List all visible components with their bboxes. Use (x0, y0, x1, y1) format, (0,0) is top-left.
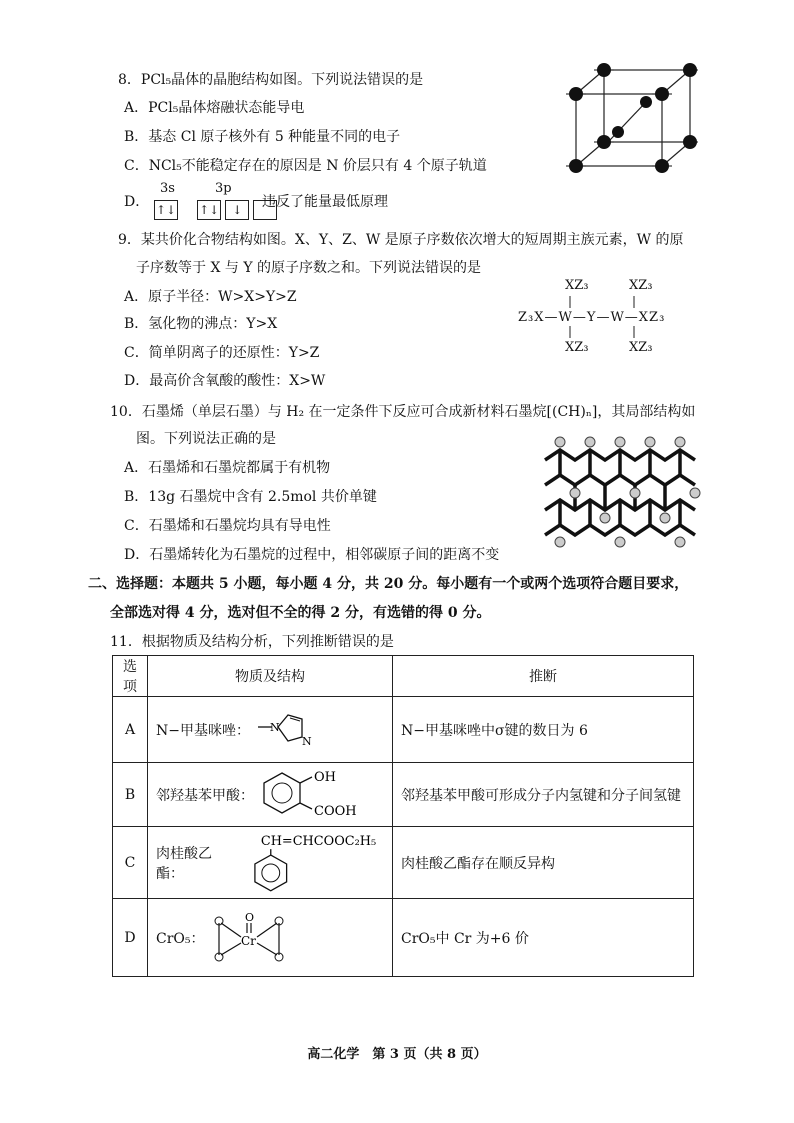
q9-struct-middle: Z₃X—W—Y—W—XZ₃ (518, 310, 666, 325)
q8-option-d-prefix: D． (124, 194, 150, 210)
orbital-box-3p-2: ↓ (225, 200, 249, 220)
row-a-option: A (113, 697, 148, 763)
row-d-name: CrO₅： (156, 930, 205, 947)
orbital-label-3p: 3p (215, 181, 232, 196)
q9-stem-line1: 9．某共价化合物结构如图。X、Y、Z、W 是原子序数依次增大的短周期主族元素，W 的原 (118, 232, 684, 248)
row-d-inference: CrO₅中 Cr 为+6 价 (393, 899, 694, 977)
row-c-substance (148, 827, 393, 899)
table-row (113, 827, 694, 899)
table-row (113, 763, 694, 827)
q10-stem-line1: 10．石墨烯（单层石墨）与 H₂ 在一定条件下反应可合成新材料石墨烷[(CH)ₙ]，其局部结构如 (110, 404, 696, 420)
row-d-label-o: O (244, 910, 254, 924)
q9-struct-bonds (560, 294, 660, 342)
q9-stem-line2: 子序数等于 X 与 Y 的原子序数之和。下列说法错误的是 (136, 260, 482, 276)
q10-option-c: C．石墨烯和石墨烷均具有导电性 (124, 518, 331, 534)
q10-option-b: B．13g 石墨烷中含有 2.5mol 共价单键 (124, 489, 377, 505)
row-b-name: 邻羟基苯甲酸： (156, 787, 254, 804)
q9-struct-top-2: XZ₃ (629, 278, 653, 293)
row-b-substance (148, 763, 393, 827)
row-d-substance (148, 899, 393, 977)
pcl5-crystal-figure (558, 62, 698, 174)
q8-option-a: A．PCl₅晶体熔融状态能导电 (124, 100, 305, 116)
orbital-label-3s: 3s (160, 181, 175, 196)
ethyl-cinnamate-structure (245, 831, 384, 895)
q11-table-header (113, 656, 694, 697)
row-a-inference: N−甲基咪唑中σ键的数日为 6 (393, 697, 694, 763)
header-inference: 推断 (393, 656, 694, 697)
q8-option-b: B．基态 Cl 原子核外有 5 种能量不同的电子 (124, 129, 401, 145)
n-methylimidazole-structure (256, 705, 316, 755)
q9-option-c: C．简单阴离子的还原性：Y>Z (124, 345, 320, 361)
q9-option-b: B．氢化物的沸点：Y>X (124, 316, 278, 332)
table-row (113, 899, 694, 977)
row-c-option: C (113, 827, 148, 899)
q9-struct-top-1: XZ₃ (565, 278, 589, 293)
row-b-option: B (113, 763, 148, 827)
q8-option-c: C．NCl₅不能稳定存在的原因是 N 价层只有 4 个原子轨道 (124, 158, 487, 174)
row-c-inference: 肉桂酸乙酯存在顺反异构 (393, 827, 694, 899)
header-substance: 物质及结构 (148, 656, 393, 697)
graphane-structure-figure (540, 430, 702, 552)
row-a-substance (148, 697, 393, 763)
q8-stem: 8．PCl₅晶体的晶胞结构如图。下列说法错误的是 (118, 72, 424, 88)
orbital-box-3s: ↑↓ (154, 200, 178, 220)
row-a-label-n1: N (269, 720, 280, 734)
q9-option-d: D．最高价含氧酸的酸性：X>W (124, 373, 326, 389)
row-a-label-n2: N (301, 734, 312, 748)
q9-struct-bottom-2: XZ₃ (629, 340, 653, 355)
page-footer: 高二化学 第 3 页（共 8 页） (307, 1047, 487, 1062)
row-b-label-cooh: COOH (314, 803, 357, 819)
row-c-name: 肉桂酸乙酯： (156, 845, 212, 882)
header-option: 选项 (113, 656, 148, 697)
q10-option-a: A．石墨烯和石墨烷都属于有机物 (124, 460, 331, 476)
section2-heading-line1: 二、选择题：本题共 5 小题，每小题 4 分，共 20 分。每小题有一个或两个选项符合题目要求， (88, 576, 689, 592)
row-c-label-chain: CH=CHCOOC₂H₅ (261, 833, 377, 849)
q10-stem-line2: 图。下列说法正确的是 (136, 431, 276, 447)
row-a-name: N−甲基咪唑： (156, 722, 250, 739)
q11-stem: 11．根据物质及结构分析，下列推断错误的是 (110, 634, 394, 650)
row-b-inference: 邻羟基苯甲酸可形成分子内氢键和分子间氢键 (393, 763, 694, 827)
row-d-label-cr: Cr (240, 933, 256, 948)
q10-option-d: D．石墨烯转化为石墨烷的过程中，相邻碳原子间的距离不变 (124, 547, 500, 563)
salicylic-acid-structure (260, 767, 370, 823)
orbital-box-3p-1: ↑↓ (197, 200, 221, 220)
row-b-label-oh: OH (314, 769, 336, 785)
section2-heading-line2: 全部选对得 4 分，选对但不全的得 2 分，有选错的得 0 分。 (110, 605, 491, 621)
q8-option-d-suffix: 违反了能量最低原理 (262, 194, 388, 210)
table-row (113, 697, 694, 763)
cro5-structure (211, 909, 291, 967)
q11-table (112, 655, 694, 977)
q9-option-a: A．原子半径：W>X>Y>Z (124, 289, 297, 305)
row-d-option: D (113, 899, 148, 977)
q9-struct-bottom-1: XZ₃ (565, 340, 589, 355)
orbital-diagram (154, 199, 276, 220)
